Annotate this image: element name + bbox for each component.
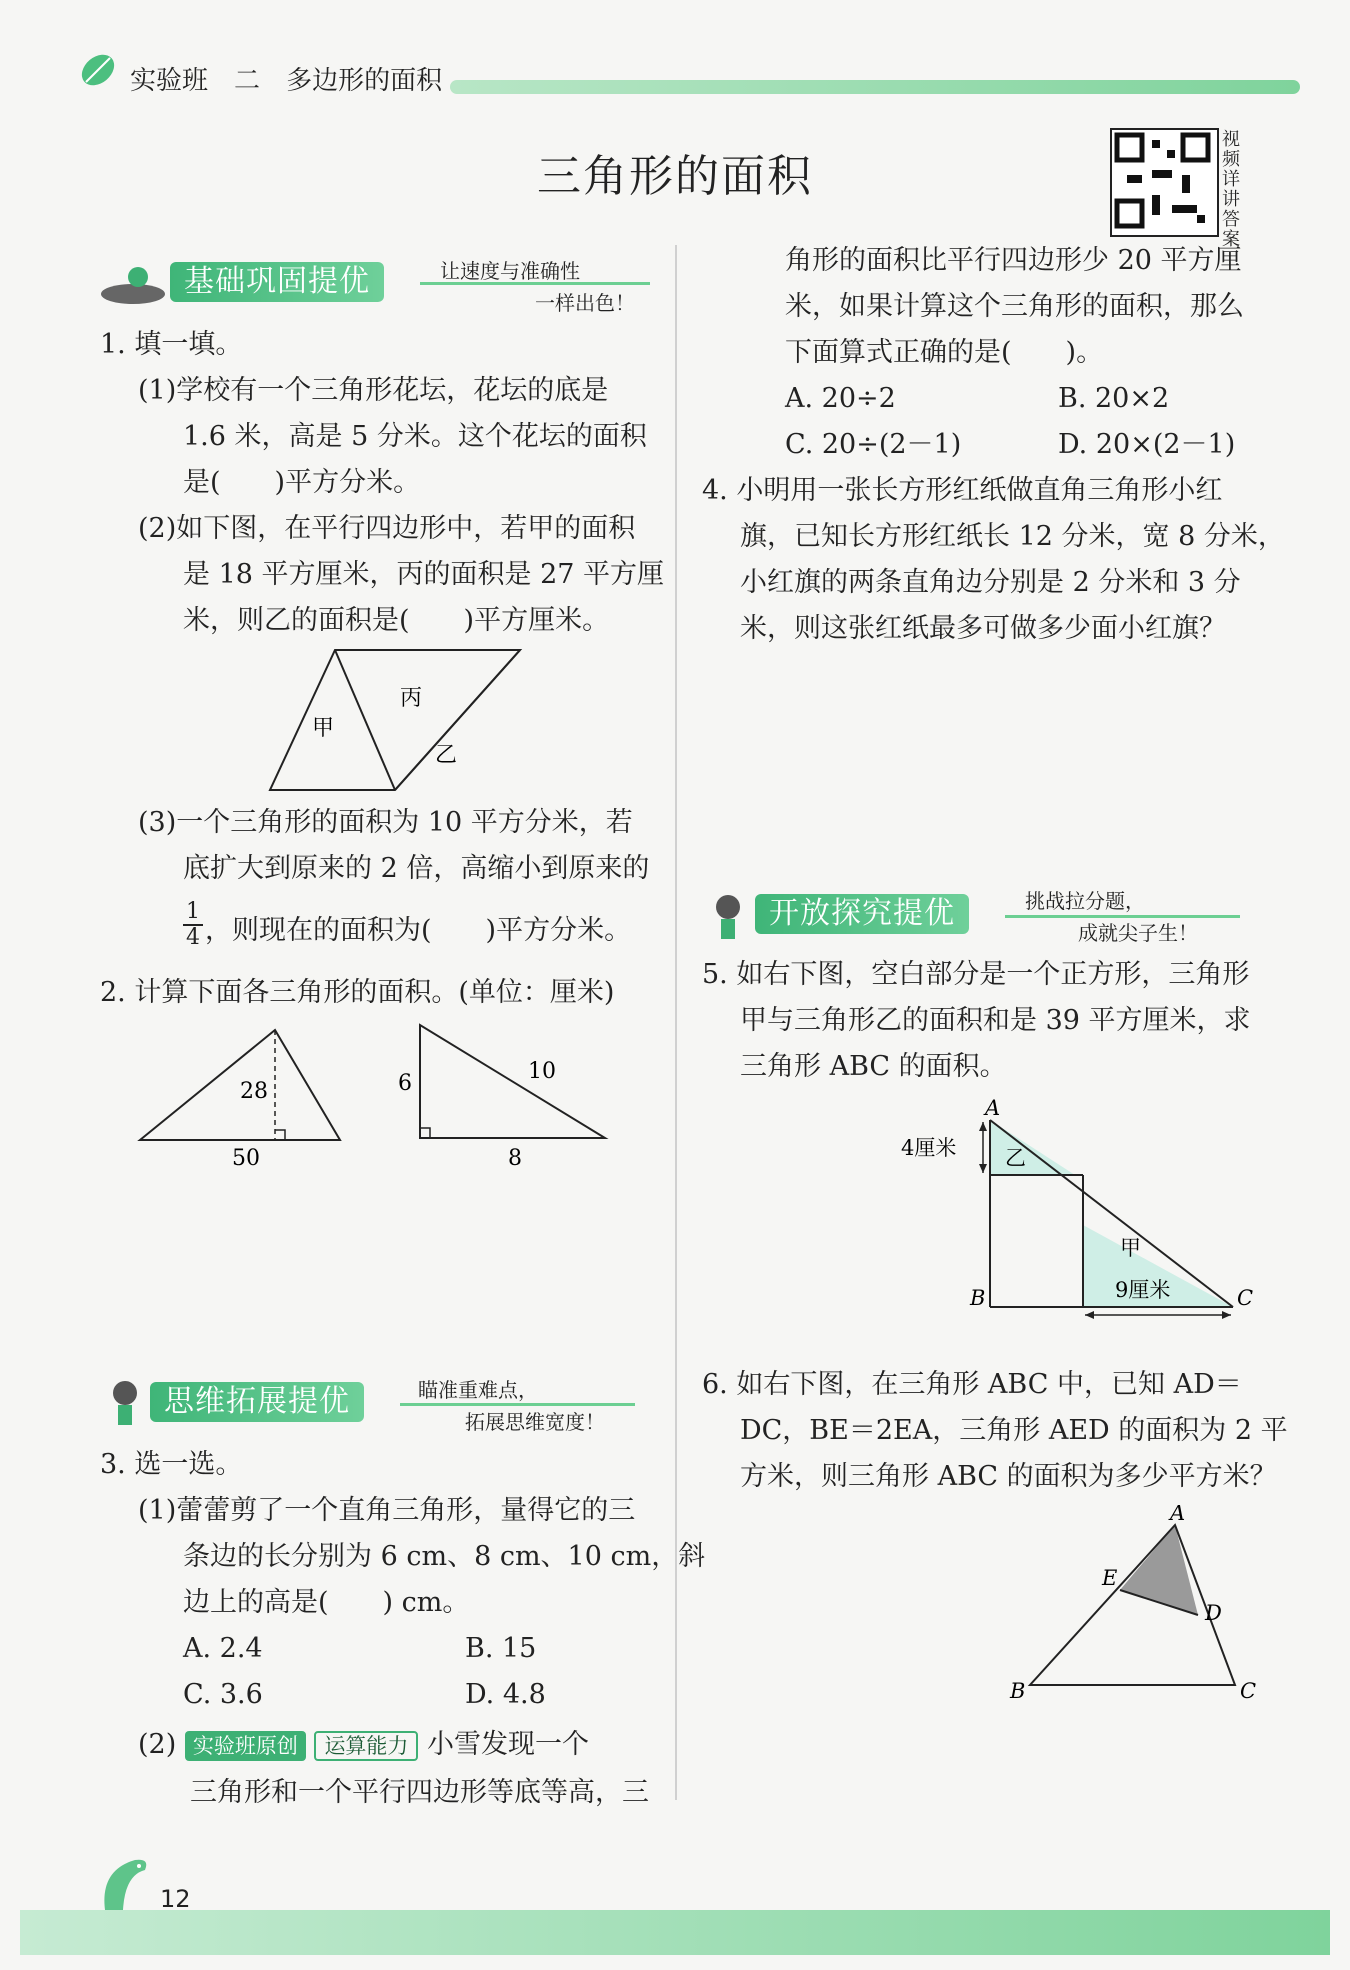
triangle-fig-2: [390, 1020, 620, 1170]
q3-p1-line3: 边上的高是( ) cm。: [183, 1587, 470, 1618]
q6-label-C: C: [1240, 1679, 1257, 1703]
banner-explore: 开放探究提优: [755, 894, 969, 934]
triangle-fig-1: [130, 1020, 350, 1170]
page-title: 三角形的面积: [537, 151, 813, 202]
t1-base: 50: [232, 1146, 260, 1170]
q3-opt2-a[interactable]: A. 20÷2: [785, 383, 896, 414]
q1-p2-line2: 是 18 平方厘米，丙的面积是 27 平方厘: [183, 559, 665, 590]
q3-opt-c[interactable]: C. 3.6: [183, 1679, 263, 1710]
q5-label-jia: 甲: [1120, 1236, 1141, 1260]
footer-bar: [20, 1910, 1330, 1955]
q6-label-B: B: [1010, 1679, 1026, 1703]
qr-label: 视频详讲答案: [1222, 129, 1240, 250]
label-bing: 丙: [400, 686, 423, 711]
slogan-explore-1: 挑战拉分题，: [1025, 889, 1145, 913]
header-section: 实验班 二 多边形的面积: [130, 66, 443, 96]
parallelogram-figure: [260, 645, 530, 795]
q5-label-C: C: [1237, 1286, 1254, 1310]
q1-p2-line3: 米，则乙的面积是( )平方厘米。: [183, 605, 610, 636]
banner-basic: 基础巩固提优: [170, 262, 384, 302]
q1-p1-line2: 1.6 米，高是 5 分米。这个花坛的面积: [183, 421, 647, 452]
q3-p2-line2: 三角形和一个平行四边形等底等高，三: [190, 1777, 649, 1808]
q3-heading: 3. 选一选。: [100, 1449, 243, 1480]
slogan-basic-2: 一样出色！: [535, 291, 635, 315]
q1-p1-line3: 是( )平方分米。: [183, 467, 421, 498]
q4-line2: 旗，已知长方形红纸长 12 分米，宽 8 分米，: [740, 521, 1285, 552]
q3-opt2-d[interactable]: D. 20×(2－1): [1058, 429, 1236, 460]
q5-label-B: B: [970, 1286, 986, 1310]
mascot-icon: [703, 892, 753, 942]
slogan-explore-2: 成就尖子生！: [1078, 921, 1198, 945]
slogan-basic-1: 让速度与准确性: [440, 259, 580, 283]
q6-label-A: A: [1170, 1505, 1186, 1525]
q3-cont-line3: 下面算式正确的是( )。: [785, 337, 1104, 368]
q6-line1: 6. 如右下图，在三角形 ABC 中，已知 AD＝: [702, 1369, 1242, 1400]
label-jia: 甲: [312, 716, 335, 741]
slogan-extend-1: 瞄准重难点，: [418, 1378, 538, 1402]
q6-line2: DC，BE＝2EA，三角形 AED 的面积为 2 平: [740, 1415, 1288, 1446]
q3-opt2-b[interactable]: B. 20×2: [1058, 383, 1170, 414]
leaf-logo-icon: [78, 50, 118, 90]
q1-p3-line3: ，则现在的面积为( )平方分米。: [205, 915, 632, 946]
q1-p2-line1: (2)如下图，在平行四边形中，若甲的面积: [138, 513, 636, 544]
page-number: 12: [160, 1885, 191, 1913]
t2-base: 8: [508, 1146, 522, 1170]
q1-p3-line1: (3)一个三角形的面积为 10 平方分米，若: [138, 807, 633, 838]
q5-figure: [895, 1095, 1275, 1320]
fraction-quarter: 1 4: [183, 900, 203, 950]
q6-line3: 方米，则三角形 ABC 的面积为多少平方米？: [740, 1461, 1277, 1492]
header-rule: [450, 80, 1300, 94]
q3-opt-b[interactable]: B. 15: [465, 1633, 537, 1664]
q3-p1-line1: (1)蕾蕾剪了一个直角三角形，量得它的三: [138, 1495, 636, 1526]
label-yi: 乙: [435, 743, 458, 768]
t1-height: 28: [240, 1079, 268, 1104]
q5-line1: 5. 如右下图，空白部分是一个正方形，三角形: [702, 959, 1250, 990]
q3-p2-line1: (2) 实验班原创 运算能力 小雪发现一个: [138, 1729, 590, 1760]
t2-hyp: 10: [528, 1059, 556, 1084]
q5-label-yi: 乙: [1005, 1146, 1026, 1170]
q5-line2: 甲与三角形乙的面积和是 39 平方厘米，求: [740, 1005, 1251, 1036]
q6-label-D: D: [1205, 1601, 1222, 1625]
t2-side-a: 6: [398, 1071, 412, 1096]
q1-heading: 1. 填一填。: [100, 329, 243, 360]
q3-cont-line2: 米，如果计算这个三角形的面积，那么: [785, 291, 1244, 322]
q5-line3: 三角形 ABC 的面积。: [740, 1051, 1007, 1082]
tag-skill: 运算能力: [314, 1731, 418, 1761]
mascot-icon: [98, 262, 168, 307]
q3-cont-line1: 角形的面积比平行四边形少 20 平方厘: [785, 245, 1242, 276]
q4-line4: 米，则这张红纸最多可做多少面小红旗？: [740, 613, 1226, 644]
q5-width-label: 9厘米: [1115, 1278, 1171, 1302]
q5-label-A: A: [985, 1096, 1001, 1120]
q4-line1: 4. 小明用一张长方形红纸做直角三角形小红: [702, 475, 1223, 506]
q6-figure: [990, 1505, 1270, 1710]
q3-opt-a[interactable]: A. 2.4: [183, 1633, 263, 1664]
q1-p3-line2: 底扩大到原来的 2 倍，高缩小到原来的: [183, 853, 650, 884]
q3-opt2-c[interactable]: C. 20÷(2－1): [785, 429, 962, 460]
mascot-icon: [103, 1378, 148, 1428]
tag-original: 实验班原创: [185, 1731, 306, 1761]
banner-extend: 思维拓展提优: [150, 1382, 364, 1422]
q3-opt-d[interactable]: D. 4.8: [465, 1679, 546, 1710]
dolphin-icon: [95, 1850, 155, 1920]
q1-p1-line1: (1)学校有一个三角形花坛，花坛的底是: [138, 375, 609, 406]
qr-code[interactable]: [1110, 128, 1219, 237]
q3-p1-line2: 条边的长分别为 6 cm、8 cm、10 cm，斜: [183, 1541, 706, 1572]
q4-line3: 小红旗的两条直角边分别是 2 分米和 3 分: [740, 567, 1241, 598]
q5-height-label: 4厘米: [901, 1136, 957, 1160]
q2-heading: 2. 计算下面各三角形的面积。(单位：厘米): [100, 977, 615, 1008]
slogan-extend-2: 拓展思维宽度！: [465, 1410, 605, 1434]
q6-label-E: E: [1102, 1566, 1118, 1590]
